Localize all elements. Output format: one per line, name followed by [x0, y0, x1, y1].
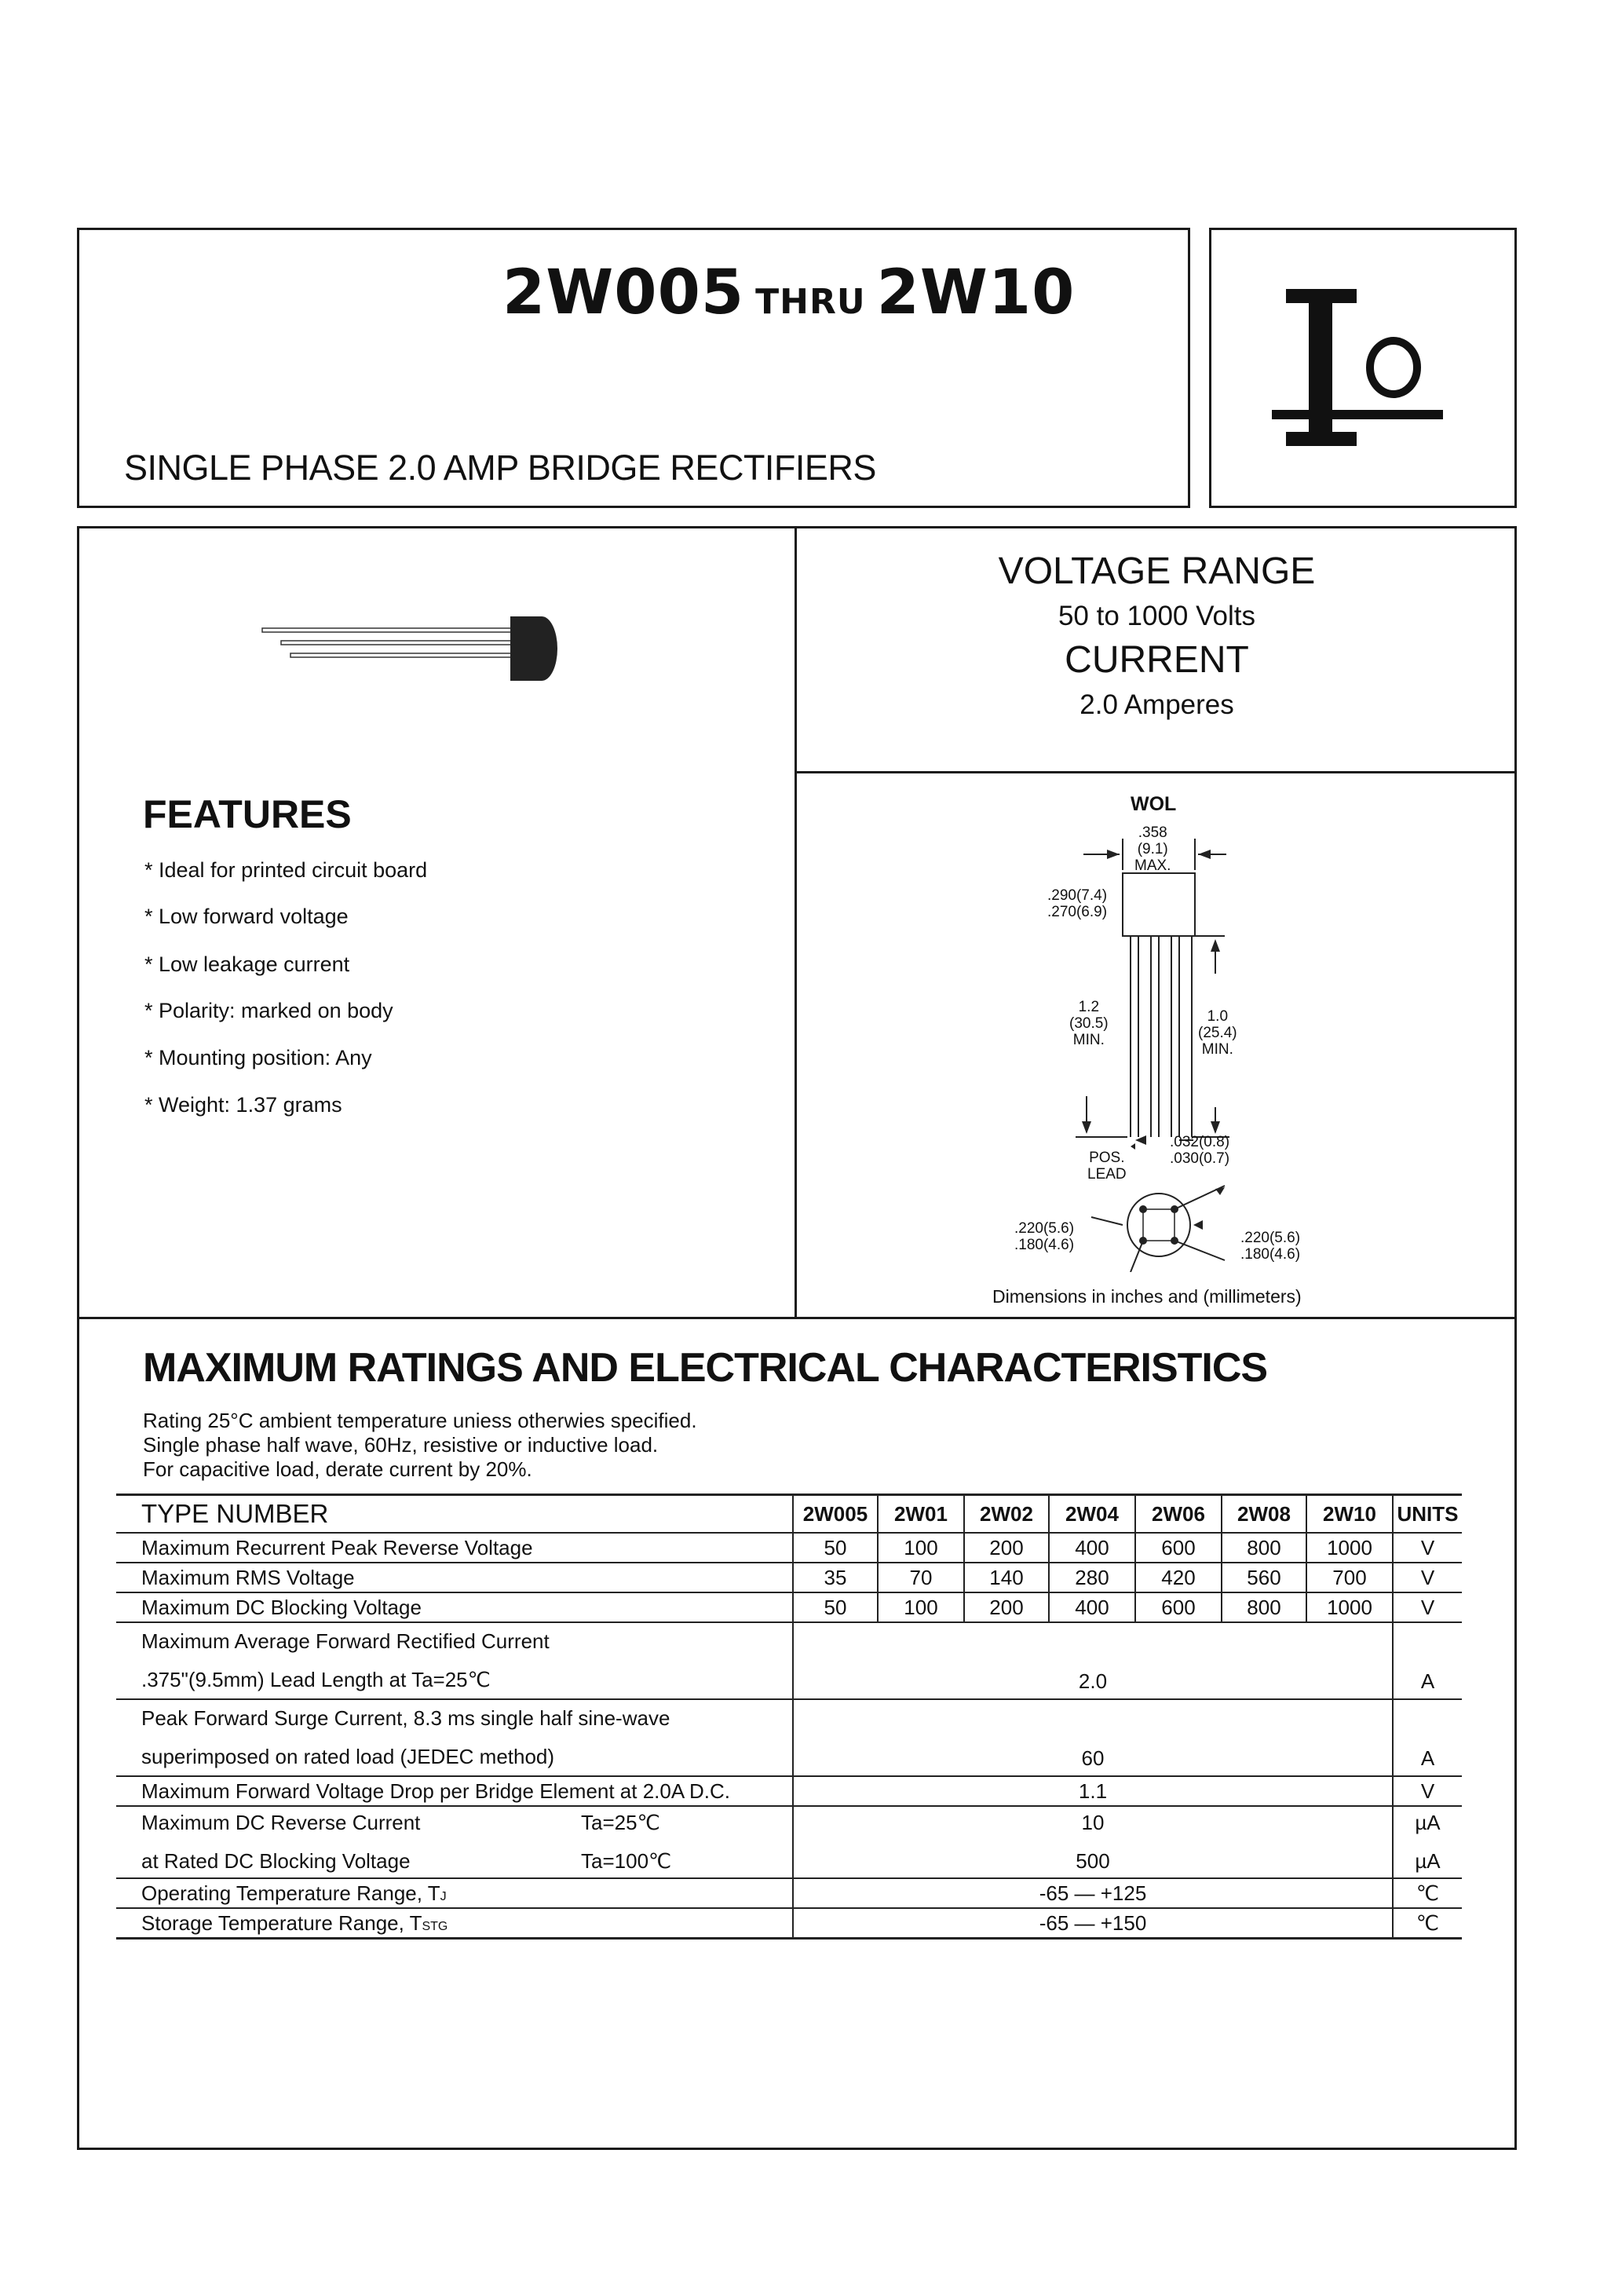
column-header: 2W08 [1222, 1495, 1306, 1534]
table-row: Maximum DC Blocking Voltage 50 100 200 400 600 800 1000 V [116, 1592, 1462, 1622]
dim-lead-right: 1.0 (25.4) MIN. [1198, 1008, 1237, 1058]
table-row: Storage Temperature Range, TSTG -65 — +150 ℃ [116, 1908, 1462, 1939]
table-row: Maximum RMS Voltage 35 70 140 280 420 560 700 V [116, 1563, 1462, 1592]
voltage-range-heading: VOLTAGE RANGE [998, 550, 1316, 592]
column-header: 2W10 [1306, 1495, 1393, 1534]
current-heading: CURRENT [1065, 639, 1249, 681]
column-header: 2W01 [878, 1495, 964, 1534]
feature-item: * Weight: 1.37 grams [144, 1093, 342, 1117]
column-header: 2W005 [793, 1495, 878, 1534]
feature-item: * Ideal for printed circuit board [144, 858, 428, 882]
column-header: 2W04 [1049, 1495, 1135, 1534]
table-row: Operating Temperature Range, TJ -65 — +125 ℃ [116, 1878, 1462, 1908]
package-name: WOL [1131, 793, 1177, 815]
ratings-divider [795, 771, 1517, 773]
company-logo [1272, 283, 1452, 455]
note-line: For capacitive load, derate current by 20%. [143, 1457, 532, 1481]
note-line: Single phase half wave, 60Hz, resistive or inductive load. [143, 1433, 659, 1457]
page-title: 2W005 THRU 2W10 [502, 258, 1076, 328]
column-header: 2W02 [964, 1495, 1049, 1534]
dim-body-width: .358 (9.1) MAX. [1134, 824, 1171, 874]
feature-item: * Polarity: marked on body [144, 999, 393, 1022]
title-thru: THRU [755, 282, 866, 322]
section-notes [143, 1409, 697, 1482]
type-number-label: TYPE NUMBER [116, 1495, 793, 1534]
table-row: Peak Forward Surge Current, 8.3 ms single half sine-wave superimposed on rated load (JEDEC method) 60 A [116, 1699, 1462, 1776]
table-row: Maximum Recurrent Peak Reverse Voltage 50 100 200 400 600 800 1000 V [116, 1533, 1462, 1563]
table-row: Maximum Forward Voltage Drop per Bridge Element at 2.0A D.C. 1.1 V [116, 1776, 1462, 1806]
table-row: Maximum DC Reverse Current Ta=25℃ at Rated DC Blocking Voltage Ta=100℃ 10 500 µA µA [116, 1806, 1462, 1878]
current-value: 2.0 Amperes [1080, 689, 1234, 720]
units-header: UNITS [1393, 1495, 1462, 1534]
dim-bottom-left: .220(5.6) .180(4.6) [1014, 1220, 1075, 1253]
component-image [259, 612, 573, 699]
dim-lead-left: 1.2 (30.5) MIN. [1069, 999, 1109, 1048]
dim-body-height: .290(7.4) .270(6.9) [1047, 887, 1108, 920]
dim-bottom-right: .220(5.6) .180(4.6) [1240, 1230, 1301, 1263]
characteristics-table [116, 1493, 1462, 1940]
column-header: 2W06 [1135, 1495, 1222, 1534]
page-subtitle: SINGLE PHASE 2.0 AMP BRIDGE RECTIFIERS [124, 448, 876, 488]
voltage-range-value: 50 to 1000 Volts [1058, 601, 1256, 631]
package-drawing [997, 817, 1327, 1272]
voltage-current-panel [797, 550, 1517, 770]
section-heading: MAXIMUM RATINGS AND ELECTRICAL CHARACTERISTICS [143, 1345, 1268, 1391]
feature-item: * Mounting position: Any [144, 1046, 372, 1069]
table-header-row [116, 1495, 1462, 1534]
feature-item: * Low leakage current [144, 952, 350, 976]
feature-item: * Low forward voltage [144, 905, 349, 928]
pos-lead-label: POS. LEAD [1087, 1150, 1127, 1183]
table-row: Maximum Average Forward Rectified Current .375"(9.5mm) Lead Length at Ta=25℃ 2.0 A [116, 1622, 1462, 1699]
features-heading: FEATURES [143, 792, 352, 836]
note-line: Rating 25°C ambient temperature uniess otherwies specified. [143, 1409, 697, 1432]
dimensions-caption: Dimensions in inches and (millimeters) [992, 1286, 1302, 1307]
dim-lead-diameter: .032(0.8) .030(0.7) [1170, 1134, 1230, 1167]
